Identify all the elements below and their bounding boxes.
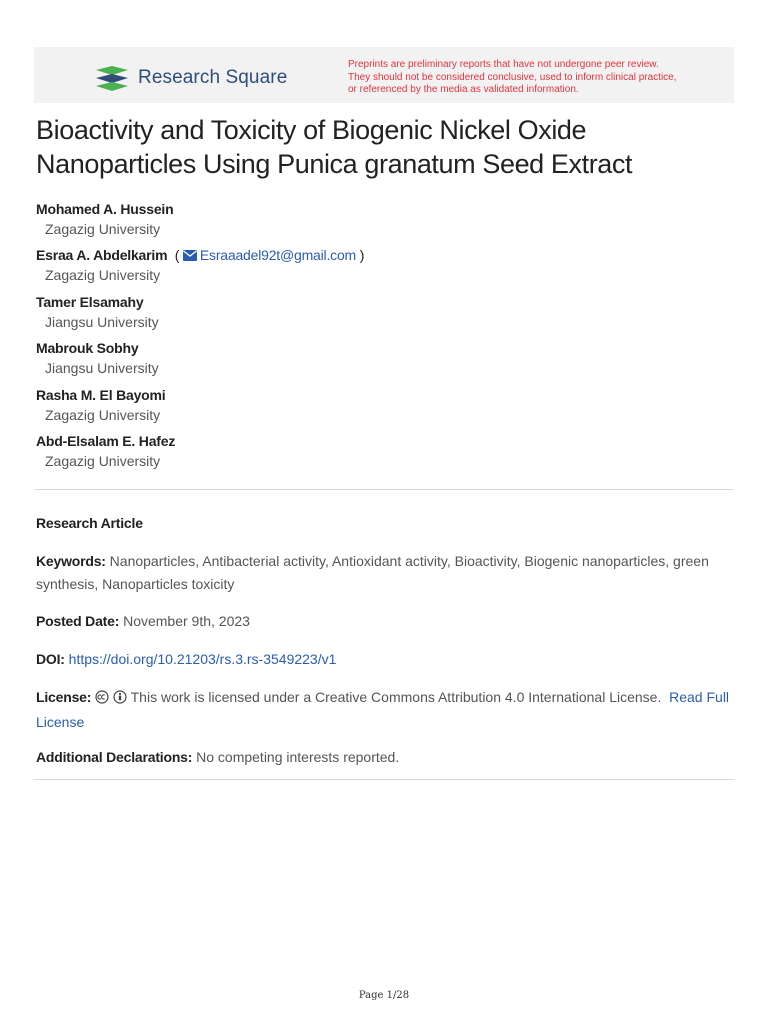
author-name: Mabrouk Sobhy (36, 340, 139, 357)
doi-row (36, 648, 736, 671)
doi-label: DOI: (36, 651, 65, 667)
posted-date-row (36, 610, 736, 633)
article-type-label: Research Article (36, 515, 143, 531)
title-line: Bioactivity and Toxicity of Biogenic Nickel Oxide (36, 115, 587, 145)
keywords-value: Nanoparticles, Antibacterial activity, Antioxidant activity, Bioactivity, Biogenic nanoparticles, green synthesis, Nanoparticles toxicity (36, 553, 709, 592)
posted-date-label: Posted Date: (36, 613, 120, 629)
read-full-license-link[interactable]: Read Full License (36, 689, 730, 730)
paper-title (36, 113, 736, 181)
keywords-label: Keywords: (36, 553, 106, 569)
author-affiliation: Zagazig University (45, 221, 161, 237)
license-text: This work is licensed under a Creative Commons Attribution 4.0 International License. (130, 689, 662, 705)
article-type (36, 512, 736, 535)
license-row (36, 686, 736, 734)
author-name: Abd-Elsalam E. Hafez (36, 432, 176, 449)
author-email-link[interactable] (183, 247, 356, 263)
author-email: Esraaadel92t@gmail.com (199, 247, 356, 264)
author-affiliation: Zagazig University (45, 452, 161, 469)
author-name: Rasha M. El Bayomi (36, 386, 166, 403)
posted-date-value: November 9th, 2023 (123, 613, 250, 629)
license-label: License: (36, 689, 92, 705)
declarations-value: No competing interests reported. (196, 749, 400, 765)
disclaimer-line: Preprints are preliminary reports that have not undergone peer review. (348, 59, 659, 70)
author-item (36, 246, 736, 292)
disclaimer-line: or referenced by the media as validated information. (348, 84, 579, 95)
author-item (36, 386, 736, 432)
logo-text: Research Square (138, 67, 288, 88)
envelope-icon (183, 250, 197, 261)
keywords-row (36, 550, 736, 596)
author-affiliation: Zagazig University (45, 267, 161, 284)
author-item (36, 293, 736, 339)
author-affiliation: Jiangsu University (45, 313, 159, 330)
by-icon (113, 690, 127, 704)
section-divider (34, 489, 734, 490)
author-name-row (36, 246, 736, 265)
license-icons (95, 688, 127, 711)
declarations-row (36, 746, 736, 769)
author-affiliation: Zagazig University (45, 406, 161, 423)
page-number: Page 1/28 (358, 990, 410, 1001)
section-divider (34, 779, 734, 780)
author-item (36, 200, 736, 246)
title-line: Nanoparticles Using Punica granatum Seed Extract (36, 149, 633, 179)
author-item (36, 432, 736, 478)
author-name: Esraa A. Abdelkarim (36, 247, 168, 264)
author-email-wrap: ( Esraaadel92t@gmail.com ) (171, 247, 365, 264)
author-list (36, 200, 736, 478)
preprint-disclaimer (348, 59, 708, 97)
author-item (36, 339, 736, 385)
author-name: Mohamed A. Hussein (36, 201, 174, 217)
doi-link[interactable]: https://doi.org/10.21203/rs.3.rs-3549223/v1 (68, 651, 337, 667)
cc-icon (95, 690, 109, 704)
disclaimer-line: They should not be considered conclusive, used to inform clinical practice, (348, 71, 677, 83)
research-square-mark-icon (94, 64, 130, 92)
author-affiliation: Jiangsu University (45, 360, 159, 377)
declarations-label: Additional Declarations: (36, 749, 193, 765)
research-square-logo[interactable] (94, 64, 287, 92)
author-name: Tamer Elsamahy (36, 293, 144, 310)
